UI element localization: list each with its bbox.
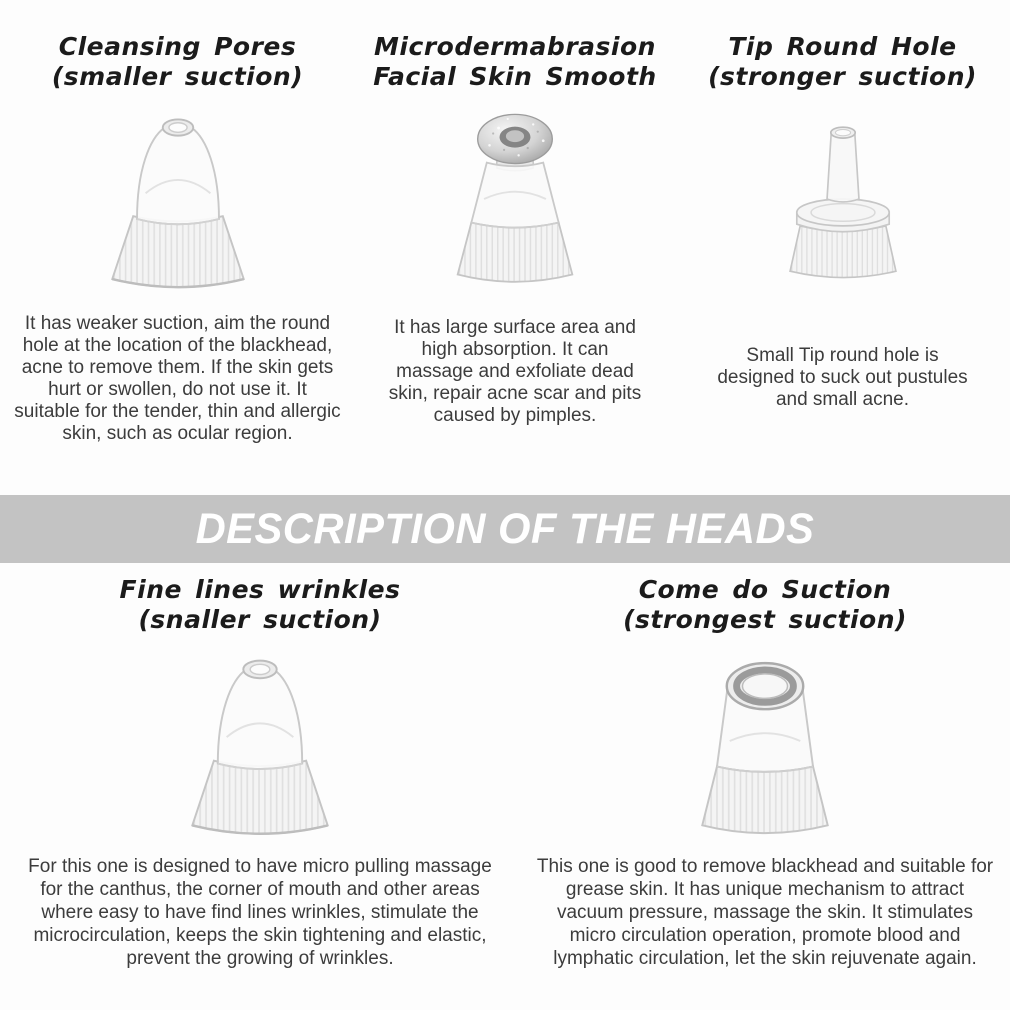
head-card-tip-round-hole [675,0,1010,495]
microdermabrasion-metal-tip-head-icon [424,96,606,301]
dome-small-hole-head-icon [161,637,359,849]
head-title-tip-round-hole [708,32,977,92]
head-card-fine-lines-wrinkles [0,563,520,1010]
big-hole-head-icon [667,637,863,849]
head-title-line1: Tip Round Hole [728,32,957,61]
small-tip-nozzle-head-icon [759,96,927,301]
head-title-cleansing-pores [52,32,303,92]
head-title-microdermabrasion [373,32,656,92]
head-description: It has large surface area and high absorption. It can massage and exfoliate dead skin, repair acne scar and pits caused by pimples. [388,317,642,426]
head-title-line2: Facial Skin Smooth [373,62,657,91]
description-banner [0,495,1010,563]
head-title-line1: Microdermabrasion [374,32,656,61]
banner-title: DESCRIPTION OF THE HEADS [195,504,815,553]
head-title-line1: Fine lines wrinkles [119,575,401,604]
head-card-microdermabrasion [355,0,675,495]
top-heads-section [0,0,1010,495]
head-title-line2: (stronger suction) [708,62,977,91]
head-title-line1: Cleansing Pores [58,32,297,61]
head-description: Small Tip round hole is designed to suck out pustules and small acne. [717,345,968,410]
dome-small-hole-head-icon [82,96,274,301]
head-description: For this one is designed to have micro pulling massage for the canthus, the corner of mouth and other areas where easy to have find lines wrinkles, stimulate the microcirculation, keeps the skin tightening and elastic, prevent the growing of wrinkles. [28,856,492,969]
head-title-come-do-suction [623,575,907,635]
head-title-line2: (smaller suction) [51,62,304,91]
head-title-line2: (strongest suction) [623,605,907,634]
head-description: This one is good to remove blackhead and suitable for grease skin. It has unique mechanism to attract vacuum pressure, massage the skin. It stimulates micro circulation operation, promote blood and lymphatic circulation, let the skin rejuvenate again. [536,856,994,969]
head-card-come-do-suction [520,563,1010,1010]
bottom-heads-section [0,563,1010,1010]
head-card-cleansing-pores [0,0,355,495]
head-description: It has weaker suction, aim the round hole at the location of the blackhead, acne to remove them. If the skin gets hurt or swollen, do not use it. It suitable for the tender, thin and allergic skin, such as ocular region. [14,313,341,444]
head-title-fine-lines-wrinkles [120,575,401,635]
head-title-line1: Come do Suction [638,575,892,604]
head-title-line2: (snaller suction) [138,605,382,634]
